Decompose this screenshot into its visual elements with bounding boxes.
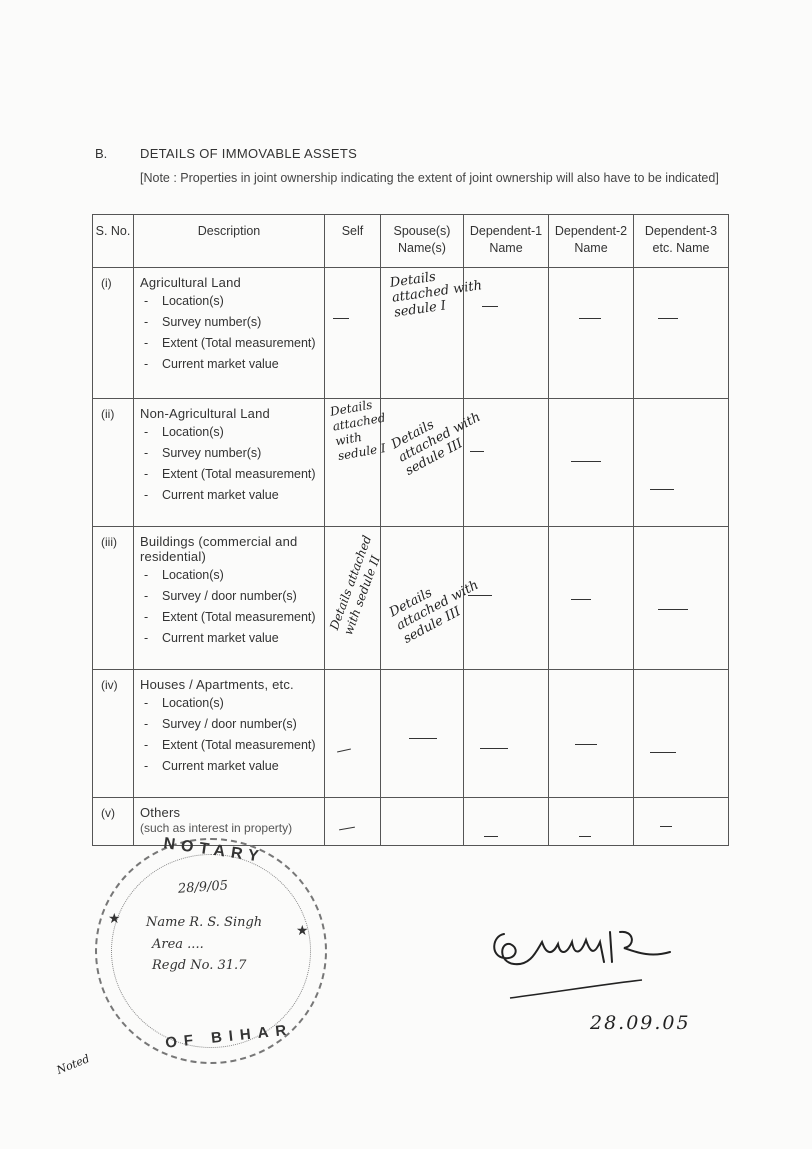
row-description [134,399,325,527]
list-item: - Extent (Total measurement) [140,335,320,351]
cell-dependent-1 [464,399,549,527]
star-icon: ★ [108,910,121,926]
row-description [134,798,325,846]
list-item: - Current market value [140,487,320,503]
cell-dependent-2 [549,527,634,670]
row-sno: (iv) [93,670,134,798]
table-row [93,399,729,527]
cell-dependent-2 [549,399,634,527]
cell-dependent-3 [634,399,729,527]
row-title: Non-Agricultural Land [140,406,270,421]
list-item: - Current market value [140,630,320,646]
row-title: Others [140,805,181,820]
cell-self [325,670,381,798]
cell-dependent-3 [634,670,729,798]
immovable-assets-table [92,214,729,846]
cell-spouse [381,268,483,399]
section-letter: B. [95,146,108,161]
cell-dependent-1 [464,268,549,399]
handwritten-note: Details attached with sedule II [327,533,383,637]
handwritten-note: Details attached with sedule III [387,577,482,647]
table-row [93,670,729,798]
list-item: - Extent (Total measurement) [140,609,320,625]
row-title: Houses / Apartments, etc. [140,677,294,692]
handwritten-note: Details attached with sedule I [329,397,387,464]
cell-spouse [381,399,484,527]
cell-dependent-1 [464,670,549,798]
cell-spouse [381,798,464,846]
list-item: - Location(s) [140,293,320,309]
cell-dependent-2 [549,268,634,399]
handwritten-note: Details attached with sedule III [389,409,484,479]
cell-self [325,798,381,846]
stamp-regd-line: Regd No. 31.7 [152,958,247,973]
cell-dependent-1 [464,798,549,846]
stamp-top-text: NOTARY [162,835,266,867]
list-item: - Location(s) [140,424,320,440]
stamp-bottom-text: OF BIHAR [164,1021,295,1052]
cell-self [325,268,381,399]
cell-dependent-3 [634,527,729,670]
row-sno: (i) [93,268,134,399]
header-self: Self [325,215,381,268]
cell-dependent-3 [634,798,729,846]
header-spouse: Spouse(s) Name(s) [381,215,464,268]
row-title: Agricultural Land [140,275,241,290]
list-item: - Location(s) [140,567,320,583]
stamp-area-line: Area .... [152,937,204,952]
cell-dependent-1 [464,527,549,670]
section-title: DETAILS OF IMMOVABLE ASSETS [140,146,358,161]
signature-date: 28.09.05 [590,1012,691,1034]
handwritten-note: Details attached with sedule I [389,269,483,321]
list-item: - Survey / door number(s) [140,716,320,732]
cell-self [325,397,387,527]
signature-image [486,912,686,1012]
header-dependent-1: Dependent-1 Name [464,215,549,268]
section-note: [Note : Properties in joint ownership indicating the extent of joint ownership will also have to be indicated] [140,171,719,185]
row-title: Buildings (commercial and residential) [140,534,298,564]
table-row [93,268,729,399]
list-item: - Survey number(s) [140,314,320,330]
list-item: - Survey number(s) [140,445,320,461]
margin-note: Noted [54,1052,92,1077]
header-description: Description [134,215,325,268]
stamp-name-line: Name R. S. Singh [146,915,263,930]
list-item: - Current market value [140,356,320,372]
stamp-date-scrawl: 28/9/05 [177,878,229,897]
list-item: - Extent (Total measurement) [140,737,320,753]
row-description [134,268,325,399]
list-item: - Extent (Total measurement) [140,466,320,482]
table-row [93,527,729,670]
row-description [134,527,325,670]
table-header-row [93,215,729,268]
list-item: - Current market value [140,758,320,774]
list-item: - Survey / door number(s) [140,588,320,604]
row-sno: (v) [93,798,134,846]
star-icon: ★ [296,922,309,938]
header-dependent-2: Dependent-2 Name [549,215,634,268]
cell-dependent-2 [549,798,634,846]
list-item: - Location(s) [140,695,320,711]
cell-dependent-3 [634,268,729,399]
header-dependent-3: Dependent-3 etc. Name [634,215,729,268]
row-subtitle: (such as interest in property) [140,821,293,835]
row-sno: (iii) [93,527,134,670]
cell-spouse [381,527,482,670]
header-sno: S. No. [93,215,134,268]
cell-dependent-2 [549,670,634,798]
cell-spouse [381,670,464,798]
cell-self [325,527,381,670]
row-sno: (ii) [93,399,134,527]
row-description [134,670,325,798]
